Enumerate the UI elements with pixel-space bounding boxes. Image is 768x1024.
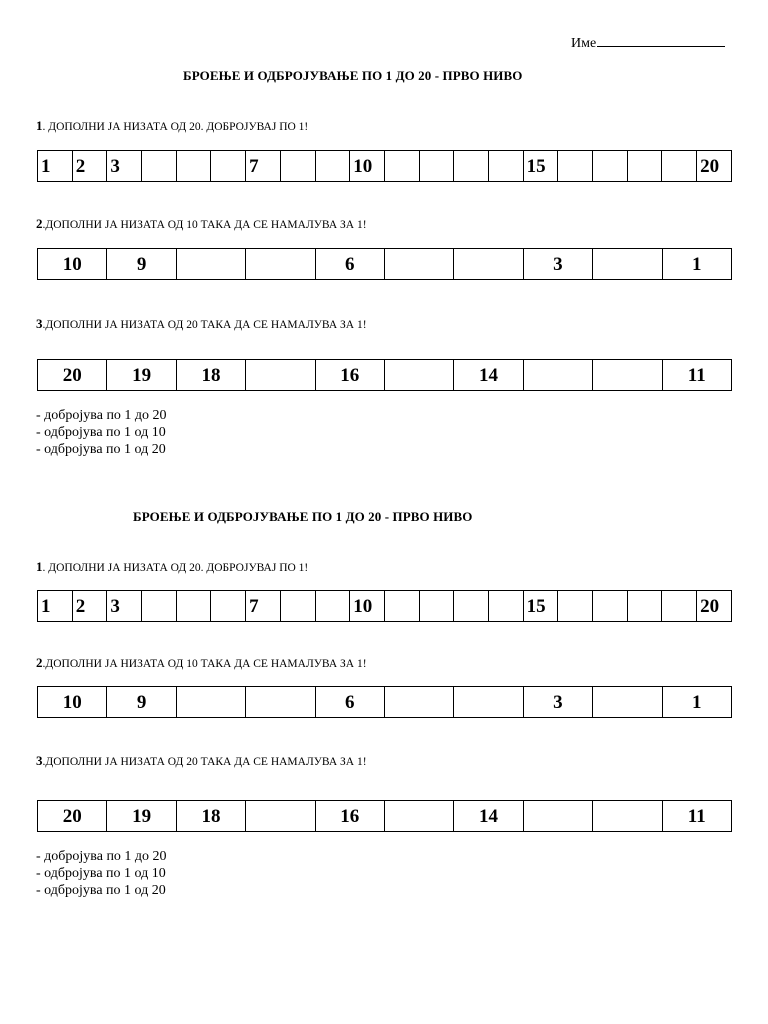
sequence-cell[interactable]: [315, 591, 350, 622]
sequence-cell[interactable]: 11: [662, 801, 731, 832]
sequence-cell[interactable]: 3: [523, 687, 592, 718]
task-text: .ДОПОЛНИ ЈА НИЗАТА ОД 20 ТАКА ДА СЕ НАМАЛУВА ЗА 1!: [42, 319, 367, 331]
sequence-cell[interactable]: 19: [107, 360, 176, 391]
sequence-table-count-up: [37, 150, 732, 182]
sequence-cell[interactable]: [176, 591, 211, 622]
sequence-table-count-down-20: [37, 359, 732, 391]
sequence-cell[interactable]: [558, 591, 593, 622]
sequence-cell[interactable]: 11: [662, 360, 731, 391]
sequence-cell[interactable]: 20: [697, 591, 732, 622]
sequence-cell[interactable]: 18: [176, 801, 245, 832]
sequence-cell[interactable]: [246, 801, 315, 832]
objective-item: - одбројува по 1 од 20: [36, 442, 166, 457]
sequence-cell[interactable]: [384, 687, 453, 718]
sequence-cell[interactable]: [523, 360, 592, 391]
sequence-cell[interactable]: [419, 151, 454, 182]
task-instruction: [36, 316, 367, 332]
sequence-cell[interactable]: [593, 360, 662, 391]
sequence-cell[interactable]: [627, 151, 662, 182]
sequence-cell[interactable]: [211, 151, 246, 182]
sequence-cell[interactable]: 7: [246, 591, 281, 622]
sequence-cell[interactable]: [280, 591, 315, 622]
sequence-cell[interactable]: 19: [107, 801, 176, 832]
sequence-cell[interactable]: [593, 801, 662, 832]
sequence-cell[interactable]: [558, 151, 593, 182]
sequence-cell[interactable]: [142, 151, 177, 182]
sequence-cell[interactable]: 10: [350, 151, 385, 182]
sequence-cell[interactable]: 16: [315, 360, 384, 391]
sequence-cell[interactable]: 20: [38, 360, 107, 391]
task-text: .ДОПОЛНИ ЈА НИЗАТА ОД 10 ТАКА ДА СЕ НАМАЛУВА ЗА 1!: [42, 219, 367, 231]
sequence-cell[interactable]: 6: [315, 687, 384, 718]
sequence-cell[interactable]: [280, 151, 315, 182]
sequence-cell[interactable]: 1: [38, 591, 73, 622]
sequence-cell[interactable]: 2: [72, 151, 107, 182]
objective-item: - одбројува по 1 од 10: [36, 866, 166, 881]
task-instruction: [36, 118, 308, 134]
sequence-table-count-down-10: [37, 248, 732, 280]
sequence-cell[interactable]: [176, 687, 245, 718]
sequence-cell[interactable]: [246, 360, 315, 391]
sequence-cell[interactable]: 14: [454, 360, 523, 391]
task-number: 2: [36, 216, 43, 231]
name-label: Име: [571, 36, 597, 51]
sequence-cell[interactable]: [419, 591, 454, 622]
name-field[interactable]: [571, 33, 733, 52]
section-title: БРОЕЊЕ И ОДБРОЈУВАЊЕ ПО 1 ДО 20 - ПРВО НИВО: [133, 509, 473, 524]
sequence-cell[interactable]: [384, 151, 419, 182]
task-text: .ДОПОЛНИ ЈА НИЗАТА ОД 20 ТАКА ДА СЕ НАМАЛУВА ЗА 1!: [42, 756, 367, 768]
sequence-cell[interactable]: [142, 591, 177, 622]
task-text: . ДОПОЛНИ ЈА НИЗАТА ОД 20. ДОБРОЈУВАЈ ПО 1!: [42, 562, 309, 574]
sequence-cell[interactable]: 1: [38, 151, 73, 182]
task-instruction: [36, 216, 367, 232]
task-number: 3: [36, 316, 43, 331]
sequence-cell[interactable]: [246, 249, 315, 280]
sequence-table-count-down-10: [37, 686, 732, 718]
sequence-cell[interactable]: 10: [38, 249, 107, 280]
task-number: 1: [36, 559, 43, 574]
sequence-cell[interactable]: [593, 687, 662, 718]
sequence-cell[interactable]: 1: [662, 687, 731, 718]
objectives-list: [36, 848, 167, 899]
sequence-cell[interactable]: 18: [176, 360, 245, 391]
sequence-cell[interactable]: [384, 591, 419, 622]
sequence-cell[interactable]: [176, 151, 211, 182]
sequence-cell[interactable]: 20: [697, 151, 732, 182]
sequence-cell[interactable]: [662, 591, 697, 622]
sequence-cell[interactable]: [384, 249, 453, 280]
sequence-cell[interactable]: 2: [72, 591, 107, 622]
sequence-cell[interactable]: 7: [246, 151, 281, 182]
objectives-list: [36, 407, 167, 458]
sequence-cell[interactable]: [593, 151, 628, 182]
sequence-cell[interactable]: [627, 591, 662, 622]
task-number: 2: [36, 655, 43, 670]
sequence-cell[interactable]: 14: [454, 801, 523, 832]
section-title: БРОЕЊЕ И ОДБРОЈУВАЊЕ ПО 1 ДО 20 - ПРВО НИВО: [183, 68, 523, 83]
task-instruction: [36, 655, 367, 671]
sequence-cell[interactable]: 3: [107, 151, 142, 182]
task-text: . ДОПОЛНИ ЈА НИЗАТА ОД 20. ДОБРОЈУВАЈ ПО 1!: [42, 121, 309, 133]
sequence-cell[interactable]: 9: [107, 249, 176, 280]
objective-item: - одбројува по 1 од 10: [36, 425, 166, 440]
sequence-cell[interactable]: [593, 249, 662, 280]
sequence-cell[interactable]: [315, 151, 350, 182]
sequence-cell[interactable]: 3: [523, 249, 592, 280]
objective-item: - добројува по 1 до 20: [36, 408, 167, 423]
sequence-cell[interactable]: [246, 687, 315, 718]
sequence-cell[interactable]: [488, 591, 523, 622]
sequence-cell[interactable]: [454, 687, 523, 718]
sequence-cell[interactable]: 15: [523, 151, 558, 182]
sequence-cell[interactable]: 10: [350, 591, 385, 622]
sequence-cell[interactable]: 10: [38, 687, 107, 718]
task-number: 3: [36, 753, 43, 768]
sequence-table-count-down-20: [37, 800, 732, 832]
sequence-cell[interactable]: [176, 249, 245, 280]
sequence-cell[interactable]: [523, 801, 592, 832]
task-instruction: [36, 559, 308, 575]
sequence-cell[interactable]: [384, 360, 453, 391]
sequence-cell[interactable]: [384, 801, 453, 832]
sequence-cell[interactable]: 15: [523, 591, 558, 622]
task-text: .ДОПОЛНИ ЈА НИЗАТА ОД 10 ТАКА ДА СЕ НАМАЛУВА ЗА 1!: [42, 658, 367, 670]
sequence-cell[interactable]: 3: [107, 591, 142, 622]
task-number: 1: [36, 118, 43, 133]
sequence-cell[interactable]: [211, 591, 246, 622]
sequence-cell[interactable]: [454, 151, 489, 182]
sequence-cell[interactable]: 20: [38, 801, 107, 832]
objective-item: - добројува по 1 до 20: [36, 849, 167, 864]
sequence-cell[interactable]: [593, 591, 628, 622]
sequence-cell[interactable]: 16: [315, 801, 384, 832]
sequence-cell[interactable]: [454, 249, 523, 280]
sequence-cell[interactable]: 6: [315, 249, 384, 280]
name-blank-line[interactable]: [597, 33, 725, 47]
sequence-cell[interactable]: [488, 151, 523, 182]
sequence-cell[interactable]: [662, 151, 697, 182]
sequence-cell[interactable]: 9: [107, 687, 176, 718]
task-instruction: [36, 753, 367, 769]
objective-item: - одбројува по 1 од 20: [36, 883, 166, 898]
sequence-cell[interactable]: [454, 591, 489, 622]
sequence-cell[interactable]: 1: [662, 249, 731, 280]
sequence-table-count-up: [37, 590, 732, 622]
